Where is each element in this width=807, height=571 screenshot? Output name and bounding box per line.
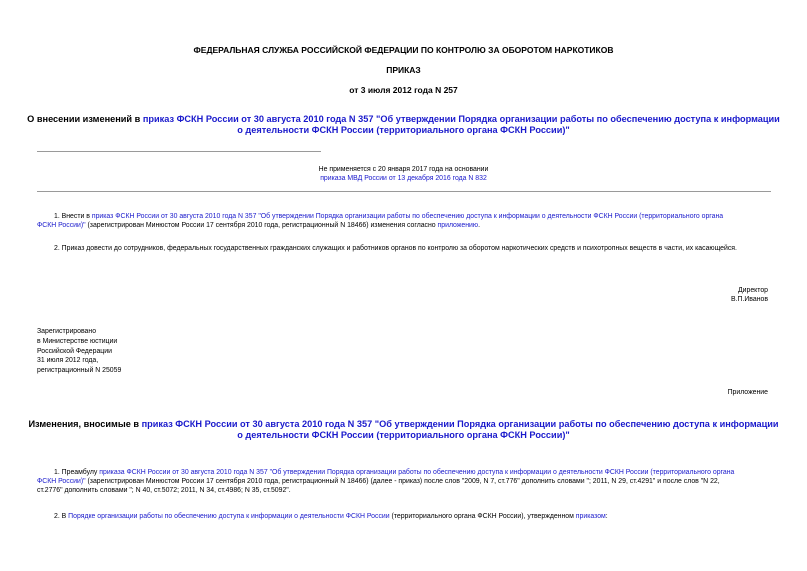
title-prefix: О внесении изменений в: [27, 114, 143, 124]
p1-order-link[interactable]: приказ ФСКН России от 30 августа 2010 года N 357 "Об утверждении Порядка организации работы по обеспечению доступа к информации о деятельности ФСКН России (территориального органа: [91, 213, 724, 220]
agency-name: ФЕДЕРАЛЬНАЯ СЛУЖБА РОССИЙСКОЙ ФЕДЕРАЦИИ ПО КОНТРОЛЮ ЗА ОБОРОТОМ НАРКОТИКОВ: [193, 45, 614, 55]
c1-order-link[interactable]: приказа ФСКН России от 30 августа 2010 года N 357 "Об утверждении Порядка организации работы по обеспечению доступа к информации о деятельности ФСКН России (территориального органа: [99, 469, 735, 476]
c1-text-cont: ст.2776" дополнить словами "; N 40, ст.5072; 2011, N 34, ст.4986; N 35, ст.5092".: [37, 487, 291, 494]
signature-name: В.П.Иванов: [730, 296, 768, 303]
change-1: [37, 468, 771, 495]
p1-appendix-link[interactable]: приложению: [437, 222, 479, 229]
p1-order-link-cont[interactable]: ФСКН России)": [37, 222, 86, 229]
c1-text: (зарегистрирован Минюстом России 17 сентября 2010 года, регистрационный N 18466) (далее - приказ) после слов "2009, N 7, ст.776" дополнить словами "; 2011, N 29, ст.4291" и после слов "N 22,: [85, 478, 720, 485]
status-note-link[interactable]: приказа МВД России от 13 декабря 2016 года N 832: [320, 175, 487, 182]
registration-block: [37, 327, 237, 376]
p1-end: .: [478, 222, 480, 229]
document-date-number: от 3 июля 2012 года N 257: [349, 85, 458, 95]
divider-short: [37, 151, 321, 152]
signature-block: [600, 286, 768, 304]
document-title: [0, 114, 807, 136]
paragraph-2: 2. Приказ довести до сотрудников, федеральных государственных гражданских служащих и работников органов по контролю за оборотом наркотических средств и психотропных веществ в части, их касающейся.: [54, 245, 737, 252]
registration-line: в Министерстве юстиции: [37, 337, 118, 345]
changes-title-link[interactable]: приказ ФСКН России от 30 августа 2010 года N 357 "Об утверждении Порядка организации работы по обеспечению доступа к информации: [141, 419, 779, 429]
title-order-link-cont[interactable]: о деятельности ФСКН России (территориального органа ФСКН России)": [237, 125, 570, 135]
registration-line: 31 июля 2012 года,: [37, 357, 99, 365]
paragraph-1: [37, 212, 771, 230]
c2-order-link[interactable]: приказом: [575, 513, 606, 520]
change-2: [54, 512, 774, 521]
appendix-label: Приложение: [727, 389, 768, 396]
title-order-link[interactable]: приказ ФСКН России от 30 августа 2010 года N 357 "Об утверждении Порядка организации работы по обеспечению доступа к информации: [142, 114, 780, 124]
document-type: ПРИКАЗ: [386, 65, 421, 75]
status-note-text: Не применяется с 20 января 2017 года на основании: [318, 166, 489, 173]
c2-middle: (территориального органа ФСКН России), утвержденном: [389, 513, 576, 520]
changes-title-link-cont[interactable]: о деятельности ФСКН России (территориального органа ФСКН России)": [237, 430, 570, 440]
status-note: [0, 165, 807, 183]
c2-end: :: [605, 513, 608, 520]
c1-order-link-cont[interactable]: ФСКН России)": [37, 478, 86, 485]
registration-line: регистрационный N 25059: [37, 367, 122, 375]
p1-text: (зарегистрирован Минюстом России 17 сентября 2010 года, регистрационный N 18466) изменения согласно: [85, 222, 438, 229]
divider-long: [37, 191, 771, 192]
c2-procedure-link[interactable]: Порядке организации работы по обеспечению доступа к информации о деятельности ФСКН России: [68, 513, 390, 520]
c2-prefix: 2. В: [54, 513, 69, 520]
signature-position: Директор: [737, 287, 768, 294]
c1-prefix: 1. Преамбулу: [54, 469, 100, 476]
p1-prefix: 1. Внести в: [54, 213, 92, 220]
registration-line: Зарегистрировано: [37, 328, 97, 335]
changes-title-prefix: Изменения, вносимые в: [28, 419, 142, 429]
changes-title: [0, 419, 807, 441]
registration-line: Российской Федерации: [37, 347, 112, 355]
